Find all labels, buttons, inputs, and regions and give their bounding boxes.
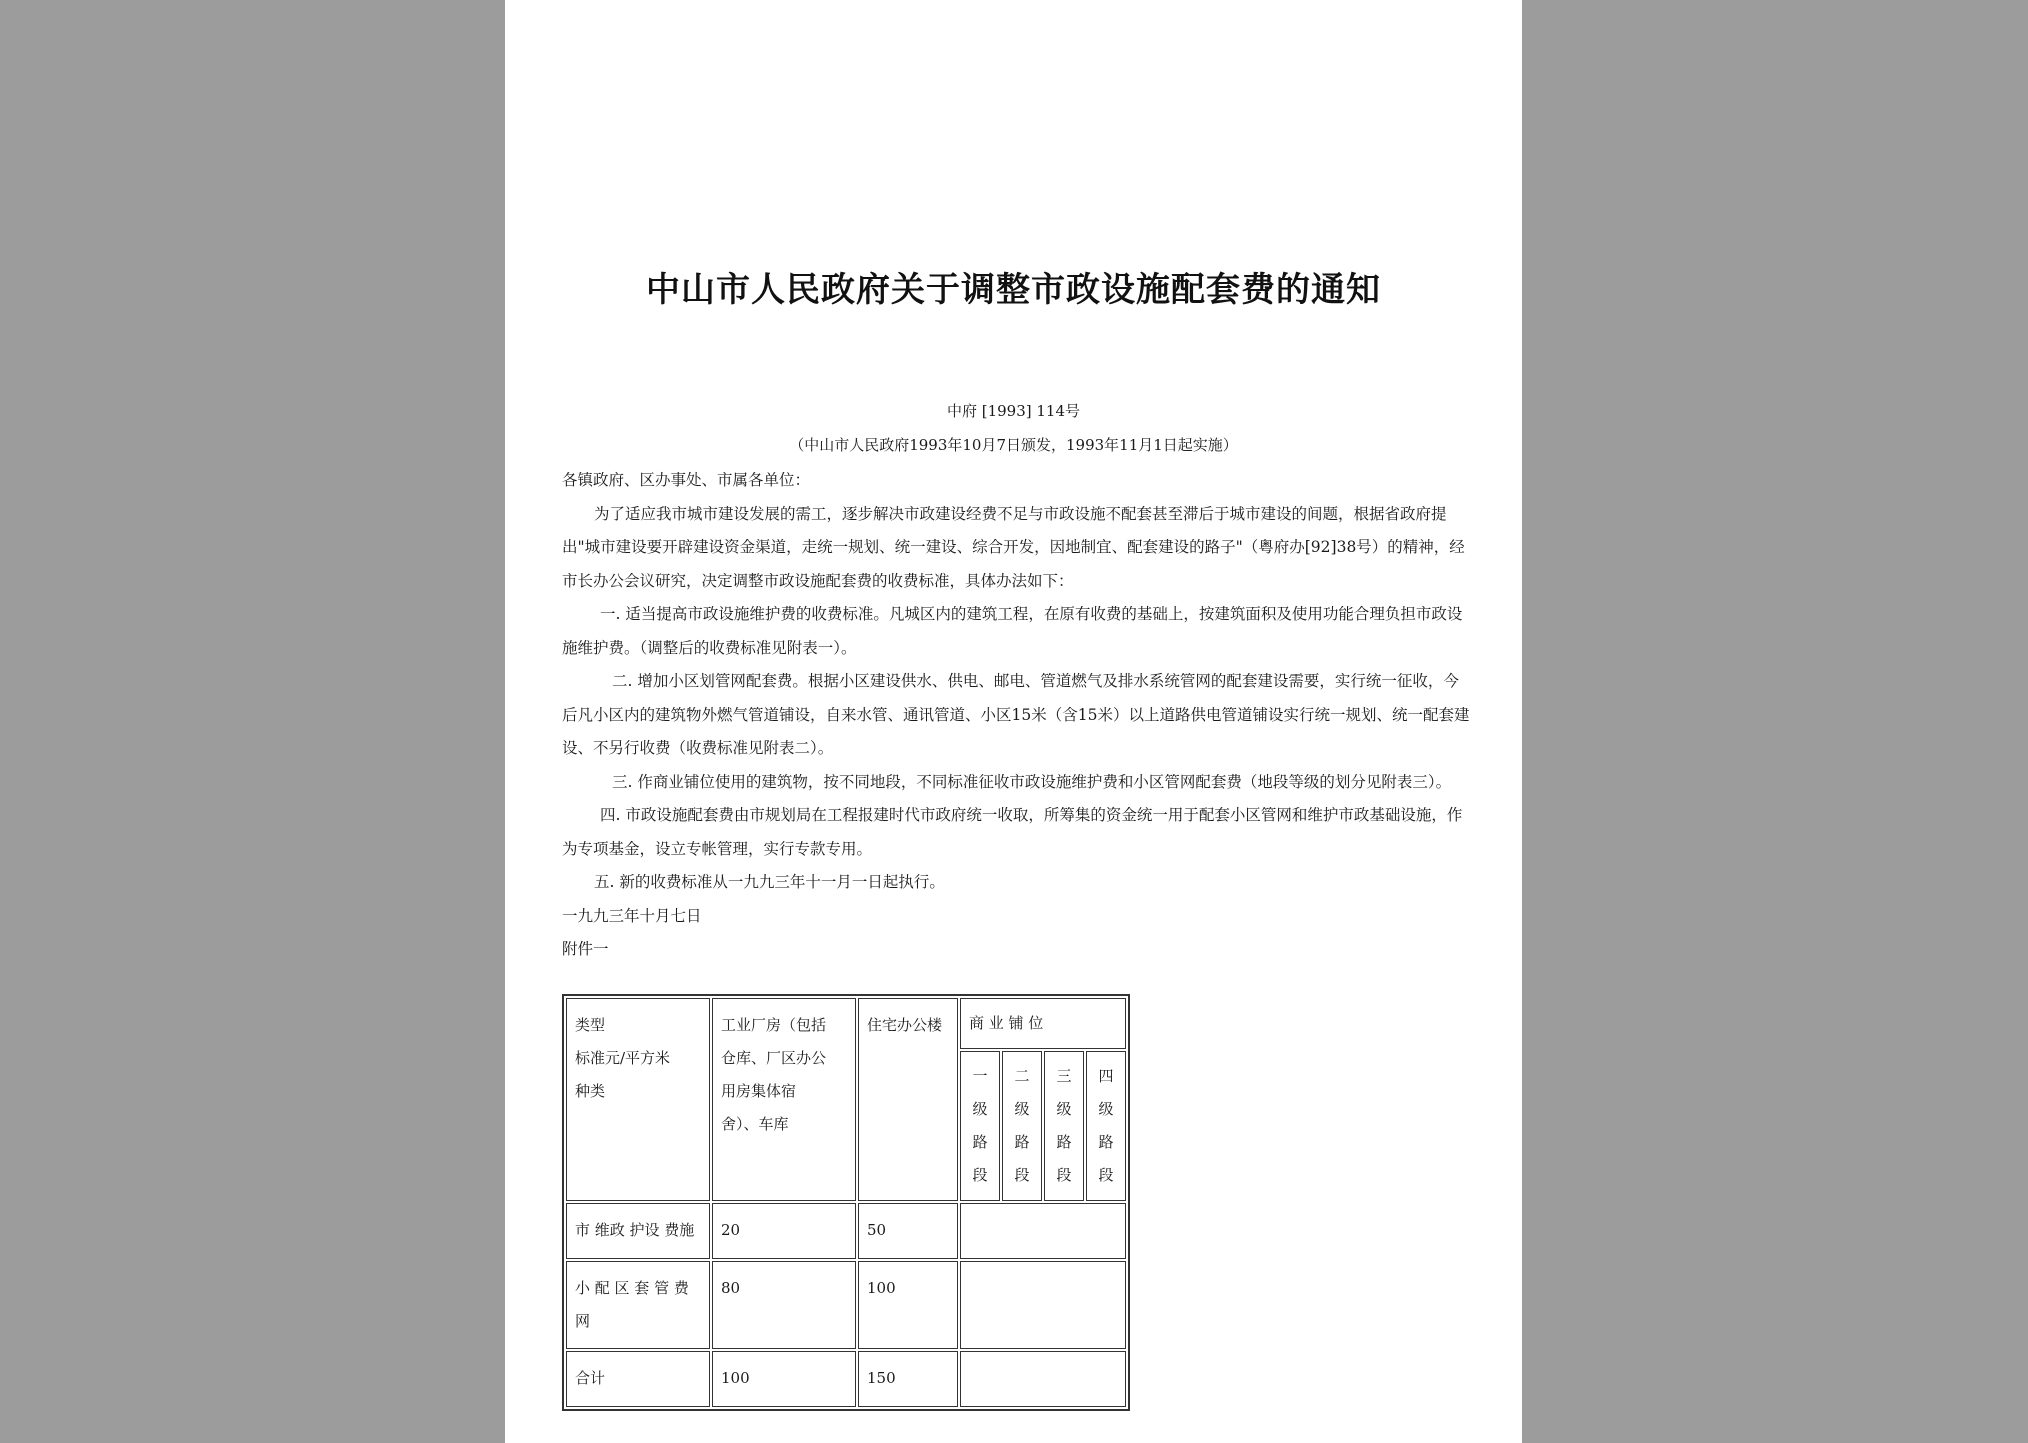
- item-4: 四. 市政设施配套费由市规划局在工程报建时代市政府统一收取，所筹集的资金统一用于配套小区管网和维护市政基础设施，作为专项基金，设立专帐管理，实行专款专用。: [562, 806, 1463, 858]
- row-industrial-value: 20: [712, 1203, 856, 1259]
- row-residential-value: 50: [858, 1203, 958, 1259]
- fee-table: [562, 994, 1130, 1411]
- row-residential-value: 150: [858, 1351, 958, 1407]
- table-row: [566, 1261, 1126, 1349]
- level-1-cell: [960, 1051, 1000, 1201]
- level-char: 路: [1014, 1133, 1030, 1151]
- level-2-cell: [1002, 1051, 1042, 1201]
- document-page: [505, 0, 1522, 1443]
- row-label: 合计: [566, 1351, 710, 1407]
- row-label: 小 配 区 套 管 费 网: [566, 1261, 710, 1349]
- header-industrial-line: 工业厂房（包括: [721, 1016, 827, 1034]
- item-1: 一. 适当提高市政设施维护费的收费标准。凡城区内的建筑工程，在原有收费的基础上，按建筑面积及使用功能合理负担市政设施维护费。（调整后的收费标准见附表一）。: [562, 605, 1463, 657]
- row-industrial-value: 80: [712, 1261, 856, 1349]
- document-title: 中山市人民政府关于调整市政设施配套费的通知: [646, 270, 1381, 310]
- salutation: 各镇政府、区办事处、市属各单位：: [562, 471, 811, 489]
- table-row: [566, 1351, 1126, 1407]
- intro-paragraph: 为了适应我市城市建设发展的需工，逐步解决市政建设经费不足与市政设施不配套甚至滞后于城市建设的间题，根据省政府提出"城市建设要开辟建设资金渠道，走统一规划、统一建设、综合开发，因地制宜、配套建设的路子"（粤府办[92]38号）的精神，经市长办公会议研究，决定调整市政设施配套费的收费标准，具体办法如下：: [562, 504, 1465, 590]
- header-commercial-cell: 商 业 铺 位: [960, 998, 1126, 1049]
- level-char: 一: [972, 1067, 988, 1085]
- level-4-cell: [1086, 1051, 1126, 1201]
- row-commercial-value: [960, 1351, 1126, 1407]
- level-char: 三: [1056, 1067, 1072, 1085]
- level-char: 级: [1014, 1100, 1030, 1118]
- header-type-cell: [566, 998, 710, 1201]
- header-industrial-line: 仓库、厂区办公: [721, 1049, 827, 1067]
- header-industrial-line: 用房集体宿: [721, 1082, 797, 1100]
- document-date: 一九九三年十月七日: [562, 906, 702, 925]
- header-type-line: 标准元/平方米: [575, 1049, 671, 1067]
- level-char: 级: [972, 1100, 988, 1118]
- header-residential-cell: 住宅办公楼: [858, 998, 958, 1201]
- item-2: 二. 增加小区划管网配套费。根据小区建设供水、供电、邮电、管道燃气及排水系统管网的配套建设需要，实行统一征收，今后凡小区内的建筑物外燃气管道铺设，自来水管、通讯管道、小区15米（含15米）以上道路供电管道铺设实行统一规划、统一配套建设、不另行收费（收费标准见附表二）。: [562, 672, 1470, 757]
- item-3: 三. 作商业铺位使用的建筑物，按不同地段，不同标准征收市政设施维护费和小区管网配套费（地段等级的划分见附表三）。: [612, 772, 1452, 791]
- level-char: 级: [1056, 1100, 1072, 1118]
- row-label: 市 维政 护设 费施: [566, 1203, 710, 1259]
- level-char: 段: [1014, 1166, 1030, 1184]
- level-char: 路: [1056, 1133, 1072, 1151]
- header-industrial-line: 舍）、车库: [721, 1115, 789, 1133]
- row-commercial-value: [960, 1261, 1126, 1349]
- level-char: 四: [1098, 1067, 1114, 1085]
- document-number: 中府 [1993] 114号: [946, 402, 1081, 420]
- level-char: 段: [1056, 1166, 1072, 1184]
- document-body: [562, 464, 1472, 967]
- level-char: 二: [1014, 1067, 1030, 1085]
- level-char: 段: [972, 1166, 988, 1184]
- header-type-line: 类型: [575, 1016, 606, 1034]
- row-residential-value: 100: [858, 1261, 958, 1349]
- row-industrial-value: 100: [712, 1351, 856, 1407]
- level-char: 路: [1098, 1133, 1114, 1151]
- level-char: 级: [1098, 1100, 1114, 1118]
- level-char: 段: [1098, 1166, 1114, 1184]
- item-5: 五. 新的收费标准从一九九三年十一月一日起执行。: [594, 873, 945, 891]
- header-type-line: 种类: [575, 1082, 606, 1100]
- attachment-label: 附件一: [562, 940, 609, 958]
- level-3-cell: [1044, 1051, 1084, 1201]
- issued-note: （中山市人民政府1993年10月7日颁发，1993年11月1日起实施）: [789, 436, 1238, 454]
- level-char: 路: [972, 1133, 988, 1151]
- header-industrial-cell: [712, 998, 856, 1201]
- table-row: [566, 1203, 1126, 1259]
- row-commercial-value: [960, 1203, 1126, 1259]
